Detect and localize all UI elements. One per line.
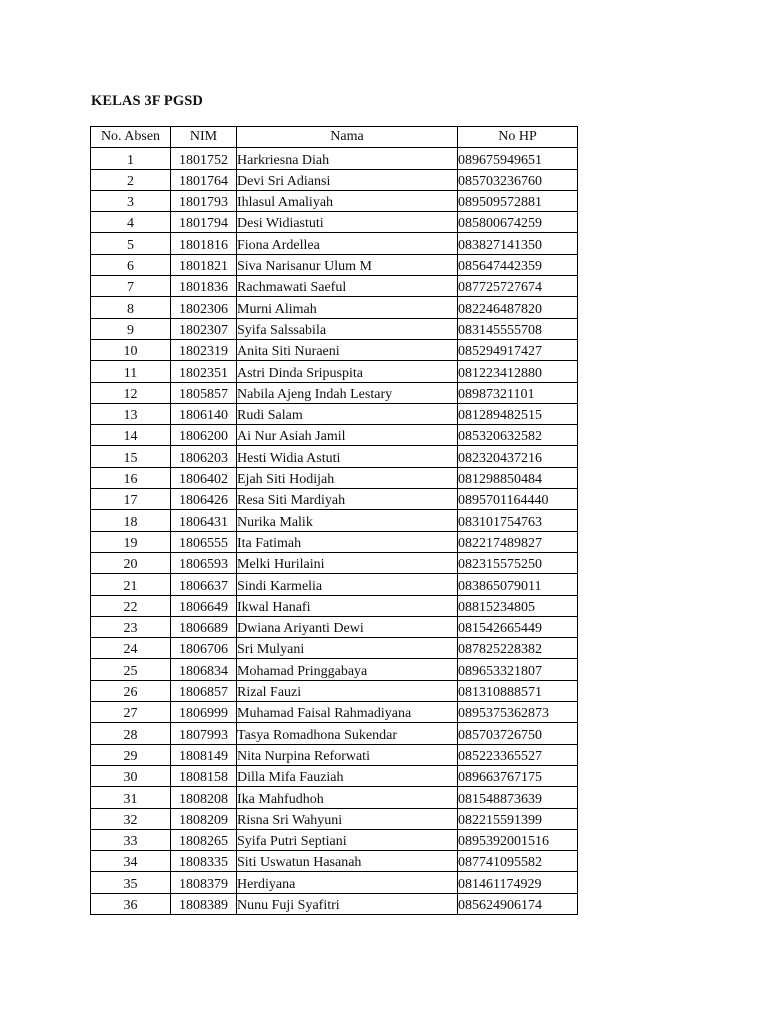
no-absen-cell: 36 xyxy=(91,893,171,914)
nama-cell: Ita Fatimah xyxy=(237,531,458,552)
no-hp-cell: 085223365527 xyxy=(458,744,578,765)
nim-cell: 1806555 xyxy=(171,531,237,552)
nama-cell: Rudi Salam xyxy=(237,403,458,424)
nama-cell: Herdiyana xyxy=(237,872,458,893)
nim-cell: 1806689 xyxy=(171,616,237,637)
table-row xyxy=(91,254,578,275)
no-hp-cell: 089653321807 xyxy=(458,659,578,680)
table-row xyxy=(91,638,578,659)
no-absen-cell: 4 xyxy=(91,212,171,233)
no-hp-cell: 085647442359 xyxy=(458,254,578,275)
nim-cell: 1806706 xyxy=(171,638,237,659)
no-absen-cell: 21 xyxy=(91,574,171,595)
no-hp-cell: 085320632582 xyxy=(458,425,578,446)
table-row xyxy=(91,552,578,573)
no-hp-cell: 083865079011 xyxy=(458,574,578,595)
nama-cell: Hesti Widia Astuti xyxy=(237,446,458,467)
no-absen-cell: 20 xyxy=(91,552,171,573)
table-body xyxy=(91,148,578,915)
nim-cell: 1806402 xyxy=(171,467,237,488)
nama-cell: Muhamad Faisal Rahmadiyana xyxy=(237,702,458,723)
no-hp-cell: 085703236760 xyxy=(458,169,578,190)
table-row xyxy=(91,765,578,786)
no-hp-cell: 087741095582 xyxy=(458,851,578,872)
table-row xyxy=(91,808,578,829)
nama-cell: Siva Narisanur Ulum M xyxy=(237,254,458,275)
document-title: KELAS 3F PGSD xyxy=(91,93,203,109)
nim-cell: 1808208 xyxy=(171,787,237,808)
table-row xyxy=(91,489,578,510)
no-absen-cell: 29 xyxy=(91,744,171,765)
nim-cell: 1806140 xyxy=(171,403,237,424)
nama-cell: Desi Widiastuti xyxy=(237,212,458,233)
no-absen-cell: 33 xyxy=(91,829,171,850)
nim-cell: 1808209 xyxy=(171,808,237,829)
nim-cell: 1806834 xyxy=(171,659,237,680)
no-hp-cell: 081310888571 xyxy=(458,680,578,701)
nama-cell: Nurika Malik xyxy=(237,510,458,531)
no-hp-cell: 081223412880 xyxy=(458,361,578,382)
nim-cell: 1806857 xyxy=(171,680,237,701)
no-absen-cell: 22 xyxy=(91,595,171,616)
no-absen-cell: 18 xyxy=(91,510,171,531)
no-absen-cell: 35 xyxy=(91,872,171,893)
no-absen-cell: 23 xyxy=(91,616,171,637)
nim-cell: 1806431 xyxy=(171,510,237,531)
nama-cell: Murni Alimah xyxy=(237,297,458,318)
no-hp-cell: 081461174929 xyxy=(458,872,578,893)
no-absen-cell: 5 xyxy=(91,233,171,254)
no-hp-cell: 08815234805 xyxy=(458,595,578,616)
table-row xyxy=(91,467,578,488)
no-hp-cell: 081298850484 xyxy=(458,467,578,488)
no-hp-cell: 085703726750 xyxy=(458,723,578,744)
table-row xyxy=(91,510,578,531)
no-absen-cell: 24 xyxy=(91,638,171,659)
header-nama: Nama xyxy=(237,127,458,148)
no-hp-cell: 089675949651 xyxy=(458,148,578,169)
nama-cell: Astri Dinda Sripuspita xyxy=(237,361,458,382)
no-absen-cell: 8 xyxy=(91,297,171,318)
no-hp-cell: 0895375362873 xyxy=(458,702,578,723)
nim-cell: 1801794 xyxy=(171,212,237,233)
no-absen-cell: 30 xyxy=(91,765,171,786)
no-hp-cell: 083145555708 xyxy=(458,318,578,339)
no-absen-cell: 15 xyxy=(91,446,171,467)
table-row xyxy=(91,595,578,616)
nama-cell: Harkriesna Diah xyxy=(237,148,458,169)
no-absen-cell: 12 xyxy=(91,382,171,403)
nim-cell: 1807993 xyxy=(171,723,237,744)
nim-cell: 1806203 xyxy=(171,446,237,467)
no-hp-cell: 0895392001516 xyxy=(458,829,578,850)
nama-cell: Devi Sri Adiansi xyxy=(237,169,458,190)
no-hp-cell: 082315575250 xyxy=(458,552,578,573)
no-hp-cell: 082215591399 xyxy=(458,808,578,829)
table-row xyxy=(91,339,578,360)
no-absen-cell: 26 xyxy=(91,680,171,701)
no-absen-cell: 7 xyxy=(91,276,171,297)
table-row xyxy=(91,872,578,893)
nama-cell: Resa Siti Mardiyah xyxy=(237,489,458,510)
table-row xyxy=(91,297,578,318)
nim-cell: 1806426 xyxy=(171,489,237,510)
table-row xyxy=(91,148,578,169)
student-roster-table xyxy=(90,126,578,915)
nim-cell: 1802307 xyxy=(171,318,237,339)
table-row xyxy=(91,531,578,552)
nim-cell: 1808335 xyxy=(171,851,237,872)
table-header xyxy=(91,127,578,148)
no-absen-cell: 6 xyxy=(91,254,171,275)
nama-cell: Melki Hurilaini xyxy=(237,552,458,573)
table-row xyxy=(91,787,578,808)
no-hp-cell: 082246487820 xyxy=(458,297,578,318)
nim-cell: 1801752 xyxy=(171,148,237,169)
nim-cell: 1802351 xyxy=(171,361,237,382)
nim-cell: 1808158 xyxy=(171,765,237,786)
table-row xyxy=(91,744,578,765)
table-row xyxy=(91,829,578,850)
no-hp-cell: 0895701164440 xyxy=(458,489,578,510)
table-row xyxy=(91,893,578,914)
no-hp-cell: 082217489827 xyxy=(458,531,578,552)
nim-cell: 1806999 xyxy=(171,702,237,723)
table-row xyxy=(91,382,578,403)
no-absen-cell: 31 xyxy=(91,787,171,808)
nama-cell: Siti Uswatun Hasanah xyxy=(237,851,458,872)
nama-cell: Ejah Siti Hodijah xyxy=(237,467,458,488)
no-hp-cell: 085624906174 xyxy=(458,893,578,914)
no-absen-cell: 34 xyxy=(91,851,171,872)
nama-cell: Dilla Mifa Fauziah xyxy=(237,765,458,786)
header-row xyxy=(91,127,578,148)
nim-cell: 1805857 xyxy=(171,382,237,403)
no-absen-cell: 17 xyxy=(91,489,171,510)
no-absen-cell: 11 xyxy=(91,361,171,382)
table-row xyxy=(91,659,578,680)
table-row xyxy=(91,212,578,233)
nama-cell: Risna Sri Wahyuni xyxy=(237,808,458,829)
table-row xyxy=(91,616,578,637)
no-hp-cell: 08987321101 xyxy=(458,382,578,403)
nama-cell: Nita Nurpina Reforwati xyxy=(237,744,458,765)
no-hp-cell: 081542665449 xyxy=(458,616,578,637)
nim-cell: 1806637 xyxy=(171,574,237,595)
no-hp-cell: 087725727674 xyxy=(458,276,578,297)
no-hp-cell: 082320437216 xyxy=(458,446,578,467)
no-absen-cell: 16 xyxy=(91,467,171,488)
no-absen-cell: 1 xyxy=(91,148,171,169)
table-row xyxy=(91,851,578,872)
nim-cell: 1801764 xyxy=(171,169,237,190)
nim-cell: 1806593 xyxy=(171,552,237,573)
table-row xyxy=(91,425,578,446)
nama-cell: Rizal Fauzi xyxy=(237,680,458,701)
table-row xyxy=(91,233,578,254)
table-row xyxy=(91,190,578,211)
nama-cell: Anita Siti Nuraeni xyxy=(237,339,458,360)
table-row xyxy=(91,276,578,297)
no-hp-cell: 089509572881 xyxy=(458,190,578,211)
no-hp-cell: 085294917427 xyxy=(458,339,578,360)
no-hp-cell: 081289482515 xyxy=(458,403,578,424)
no-hp-cell: 089663767175 xyxy=(458,765,578,786)
nama-cell: Dwiana Ariyanti Dewi xyxy=(237,616,458,637)
nama-cell: Sri Mulyani xyxy=(237,638,458,659)
no-absen-cell: 19 xyxy=(91,531,171,552)
no-absen-cell: 28 xyxy=(91,723,171,744)
nama-cell: Sindi Karmelia xyxy=(237,574,458,595)
table-row xyxy=(91,680,578,701)
nama-cell: Nunu Fuji Syafitri xyxy=(237,893,458,914)
nim-cell: 1801821 xyxy=(171,254,237,275)
nama-cell: Syifa Putri Septiani xyxy=(237,829,458,850)
no-absen-cell: 2 xyxy=(91,169,171,190)
nim-cell: 1801816 xyxy=(171,233,237,254)
header-no-hp: No HP xyxy=(458,127,578,148)
nama-cell: Ika Mahfudhoh xyxy=(237,787,458,808)
no-absen-cell: 32 xyxy=(91,808,171,829)
no-absen-cell: 13 xyxy=(91,403,171,424)
nama-cell: Ikwal Hanafi xyxy=(237,595,458,616)
no-absen-cell: 9 xyxy=(91,318,171,339)
table-row xyxy=(91,723,578,744)
nim-cell: 1806649 xyxy=(171,595,237,616)
nim-cell: 1808379 xyxy=(171,872,237,893)
table-row xyxy=(91,574,578,595)
nama-cell: Ihlasul Amaliyah xyxy=(237,190,458,211)
nim-cell: 1801836 xyxy=(171,276,237,297)
nama-cell: Syifa Salssabila xyxy=(237,318,458,339)
no-absen-cell: 10 xyxy=(91,339,171,360)
nama-cell: Nabila Ajeng Indah Lestary xyxy=(237,382,458,403)
nim-cell: 1808389 xyxy=(171,893,237,914)
table-row xyxy=(91,403,578,424)
no-absen-cell: 14 xyxy=(91,425,171,446)
nama-cell: Ai Nur Asiah Jamil xyxy=(237,425,458,446)
table-row xyxy=(91,361,578,382)
no-hp-cell: 085800674259 xyxy=(458,212,578,233)
table-row xyxy=(91,318,578,339)
table-row xyxy=(91,169,578,190)
no-hp-cell: 087825228382 xyxy=(458,638,578,659)
no-absen-cell: 3 xyxy=(91,190,171,211)
nim-cell: 1808149 xyxy=(171,744,237,765)
no-absen-cell: 25 xyxy=(91,659,171,680)
no-hp-cell: 083827141350 xyxy=(458,233,578,254)
table-row xyxy=(91,446,578,467)
no-absen-cell: 27 xyxy=(91,702,171,723)
header-no-absen: No. Absen xyxy=(91,127,171,148)
no-hp-cell: 083101754763 xyxy=(458,510,578,531)
no-hp-cell: 081548873639 xyxy=(458,787,578,808)
nama-cell: Tasya Romadhona Sukendar xyxy=(237,723,458,744)
nim-cell: 1801793 xyxy=(171,190,237,211)
nama-cell: Mohamad Pringgabaya xyxy=(237,659,458,680)
table-row xyxy=(91,702,578,723)
nim-cell: 1802319 xyxy=(171,339,237,360)
nim-cell: 1802306 xyxy=(171,297,237,318)
header-nim: NIM xyxy=(171,127,237,148)
nama-cell: Fiona Ardellea xyxy=(237,233,458,254)
nim-cell: 1806200 xyxy=(171,425,237,446)
nama-cell: Rachmawati Saeful xyxy=(237,276,458,297)
nim-cell: 1808265 xyxy=(171,829,237,850)
